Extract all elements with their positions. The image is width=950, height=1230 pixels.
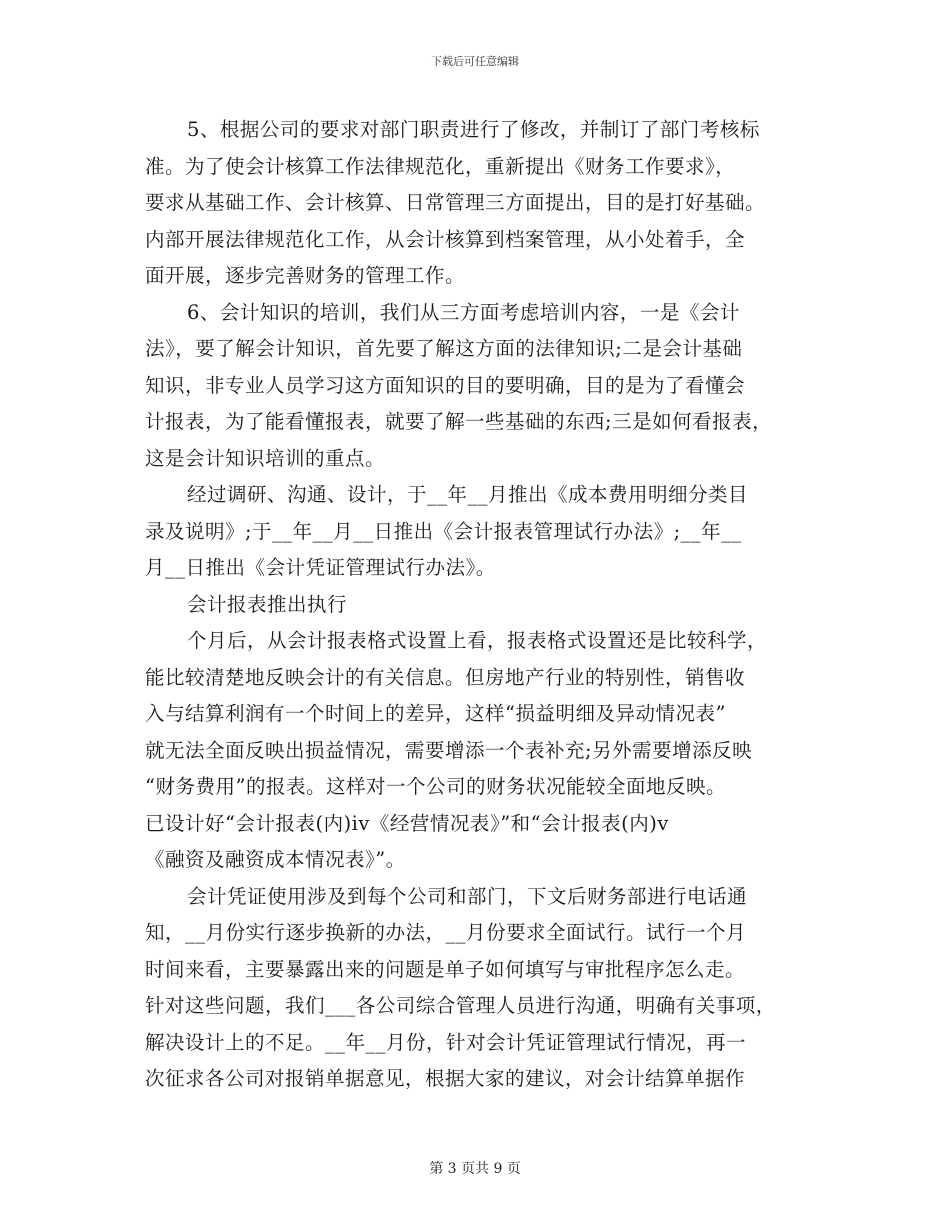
text-line: 录及说明》;于__年__月__日推出《会计报表管理试行办法》;__年__ bbox=[145, 519, 742, 543]
text-line: 能比较清楚地反映会计的有关信息。但房地产行业的特别性，销售收 bbox=[145, 665, 746, 689]
text-line: 5、根据公司的要求对部门职责进行了修改，并制订了部门考核标 bbox=[187, 118, 760, 141]
page-header: 下载后可任意编辑 bbox=[431, 55, 519, 68]
page-number: 第 3 页共 9 页 bbox=[429, 1161, 521, 1177]
text-line: 知，__月份实行逐步换新的办法，__月份要求全面试行。试行一个月 bbox=[145, 921, 747, 944]
document-body bbox=[145, 112, 825, 1098]
text-line: 针对这些问题，我们___各公司综合管理人员进行沟通，明确有关事项， bbox=[145, 994, 776, 1017]
text-line: 计报表，为了能看懂报表，就要了解一些基础的东西;三是如何看报表， bbox=[145, 410, 773, 433]
text-line: 次征求各公司对报销单据意见，根据大家的建议，对会计结算单据作 bbox=[145, 1067, 746, 1090]
text-line: 已设计好“会计报表(内)iv《经营情况表》”和“会计报表(内)v bbox=[145, 811, 669, 835]
text-line: 会计凭证使用涉及到每个公司和部门，下文后财务部进行电话通 bbox=[187, 884, 748, 908]
text-line: 入与结算利润有一个时间上的差异，这样“损益明细及异动情况表” bbox=[145, 702, 726, 725]
text-line: 解决设计上的不足。__年__月份，针对会计凭证管理试行情况，再一 bbox=[145, 1030, 747, 1054]
text-line: 月__日推出《会计凭证管理试行办法》。 bbox=[145, 556, 496, 579]
text-line: 个月后，从会计报表格式设置上看，报表格式设置还是比较科学， bbox=[187, 629, 768, 652]
text-line: 经过调研、沟通、设计，于__年__月推出《成本费用明细分类目 bbox=[187, 483, 749, 506]
text-line: 时间来看，主要暴露出来的问题是单子如何填写与审批程序怎么走。 bbox=[145, 957, 746, 981]
text-line: 《融资及融资成本情况表》”。 bbox=[145, 848, 406, 871]
text-line: 法》，要了解会计知识，首先要了解这方面的法律知识;二是会计基础 bbox=[145, 337, 743, 360]
text-line: 要求从基础工作、会计核算、日常管理三方面提出，目的是打好基础。 bbox=[145, 191, 766, 214]
text-line: “财务费用”的报表。这样对一个公司的财务状况能较全面地反映。 bbox=[145, 775, 726, 798]
text-line: 准。为了使会计核算工作法律规范化，重新提出《财务工作要求》， bbox=[145, 154, 736, 178]
text-line: 这是会计知识培训的重点。 bbox=[145, 446, 386, 470]
text-line: 内部开展法律规范化工作，从会计核算到档案管理，从小处着手，全 bbox=[145, 227, 746, 251]
text-line: 就无法全面反映出损益情况，需要增添一个表补充;另外需要增添反映 bbox=[145, 738, 753, 762]
text-line: 面开展，逐步完善财务的管理工作。 bbox=[145, 264, 466, 287]
text-line: 知识，非专业人员学习这方面知识的目的要明确，目的是为了看懂会 bbox=[145, 373, 746, 397]
text-line: 6、会计知识的培训，我们从三方面考虑培训内容，一是《会计 bbox=[187, 300, 740, 324]
text-line: 会计报表推出执行 bbox=[187, 592, 348, 616]
